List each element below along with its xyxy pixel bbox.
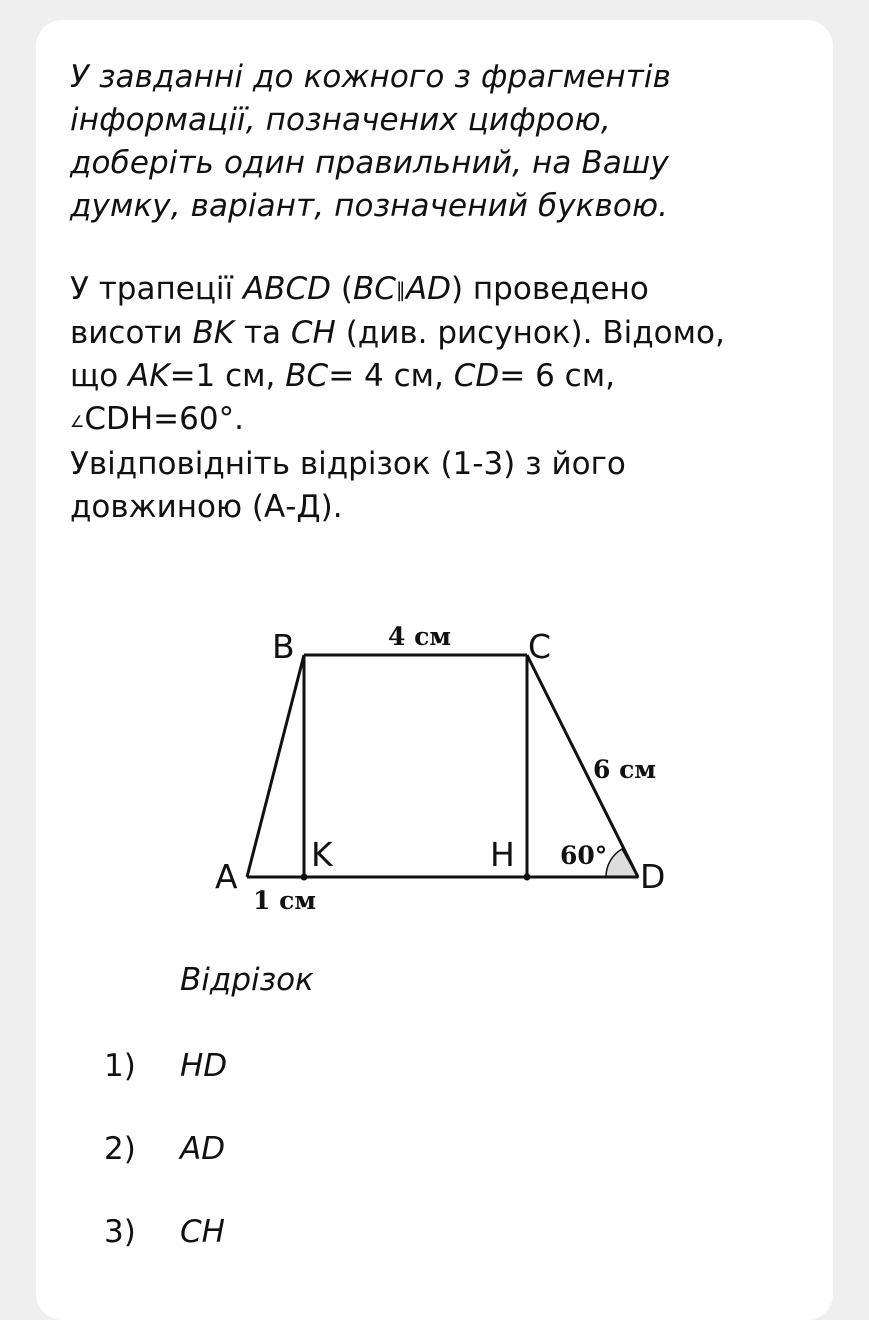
label-b: B bbox=[272, 627, 295, 666]
text: = 6 см, bbox=[499, 358, 615, 394]
segment-name: BC bbox=[352, 271, 396, 307]
option-segment: CH bbox=[180, 1214, 225, 1250]
text: висоти bbox=[70, 315, 193, 351]
text: = 4 см, bbox=[328, 358, 454, 394]
instruction-line: У завданні до кожного з фрагментів bbox=[70, 59, 672, 95]
measure-bc: 4 см bbox=[388, 622, 452, 651]
segment-name: BC bbox=[285, 358, 329, 394]
text: (див. рисунок). Відомо, bbox=[335, 315, 725, 351]
label-k: K bbox=[311, 835, 333, 874]
option-number: 2) bbox=[104, 1131, 136, 1167]
text: CDH=60°. bbox=[84, 401, 244, 437]
measure-ak: 1 см bbox=[253, 886, 317, 915]
point-h bbox=[524, 874, 531, 881]
segment-name: CH bbox=[290, 315, 336, 351]
instruction-line: доберіть один правильний, на Вашу bbox=[70, 145, 669, 181]
angle-arc-d bbox=[606, 849, 638, 877]
angle-symbol: ∠ bbox=[70, 412, 85, 431]
text: ) проведено bbox=[450, 271, 649, 307]
parallel-symbol: ∥ bbox=[395, 278, 406, 302]
option-number: 1) bbox=[104, 1048, 136, 1084]
text: =1 см, bbox=[169, 358, 286, 394]
segment-name: BK bbox=[192, 315, 235, 351]
task-line-5: Увідповідніть відрізок (1-3) з його bbox=[70, 446, 626, 482]
instruction-line: думку, варіант, позначений буквою. bbox=[70, 188, 669, 224]
measure-angle: 60° bbox=[560, 841, 608, 870]
label-a: A bbox=[215, 857, 238, 896]
trapezoid-name: ABCD bbox=[243, 271, 331, 307]
segment-name: AD bbox=[405, 271, 451, 307]
segment-name: CD bbox=[453, 358, 500, 394]
point-k bbox=[301, 874, 308, 881]
label-c: C bbox=[528, 627, 552, 666]
label-h: H bbox=[490, 835, 515, 874]
measure-cd: 6 см bbox=[593, 755, 657, 784]
label-d: D bbox=[640, 857, 666, 896]
text: У трапеції bbox=[70, 271, 243, 307]
text: та bbox=[234, 315, 291, 351]
option-number: 3) bbox=[104, 1214, 136, 1250]
text: що bbox=[70, 358, 129, 394]
text: ( bbox=[331, 271, 353, 307]
option-segment: AD bbox=[180, 1131, 226, 1167]
task-line-6: довжиною (А-Д). bbox=[70, 489, 343, 525]
option-segment: HD bbox=[180, 1048, 228, 1084]
options-header: Відрізок bbox=[180, 962, 314, 998]
side-ab bbox=[247, 655, 304, 877]
instruction-line: інформації, позначених цифрою, bbox=[70, 102, 611, 138]
segment-name: AK bbox=[128, 358, 170, 394]
